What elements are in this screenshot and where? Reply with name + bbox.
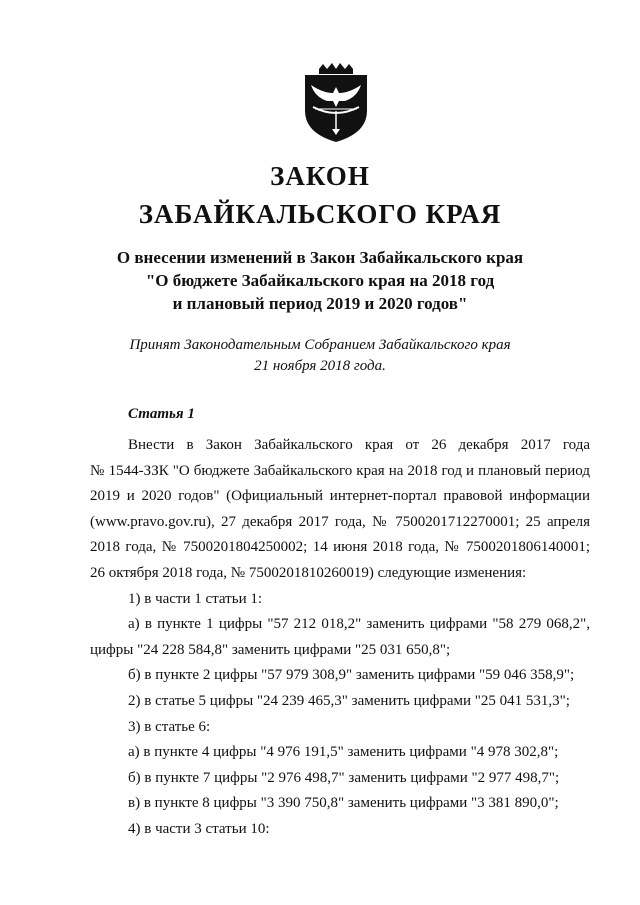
list-item: 3) в статье 6: [128, 718, 211, 735]
list-item: 4) в части 3 статьи 10: [128, 820, 270, 837]
text-line: Внести в Закон Забайкальского края от 26 декабря 2017 года [128, 437, 590, 453]
adoption-note-line: Принят Законодательным Собранием Забайкальского края [129, 337, 511, 353]
list-item: б) в пункте 7 цифры "2 976 498,7" заменить цифрами "2 977 498,7"; [128, 769, 560, 786]
list-item: 1) в части 1 статьи 1: [128, 590, 263, 607]
law-subject-line: "О бюджете Забайкальского края на 2018 год [145, 271, 495, 290]
document-title: ЗАКОН [270, 161, 370, 191]
text-line: 26 октября 2018 года, № 7500201810260019) следующие изменения: [90, 564, 527, 581]
text-line: (www.pravo.gov.ru), 27 декабря 2017 года, № 7500201712270001; 25 апреля [90, 513, 590, 530]
text-line: цифры "24 228 584,8" заменить цифрами "25 031 650,8"; [90, 641, 451, 658]
adoption-date-line: 21 ноября 2018 года. [254, 358, 386, 374]
text-line: 2019 и 2020 годов" (Официальный интернет-портал правовой информации [90, 488, 590, 505]
coat-of-arms-emblem-icon [299, 63, 373, 143]
document-title-region: ЗАБАЙКАЛЬСКОГО КРАЯ [138, 199, 502, 229]
list-item: 2) в статье 5 цифры "24 239 465,3" заменить цифрами "25 041 531,3"; [128, 692, 570, 709]
article-body [90, 433, 590, 843]
law-subject-line: О внесении изменений в Закон Забайкальского края [116, 248, 524, 267]
adoption-note [0, 335, 640, 377]
article-heading: Статья 1 [128, 406, 195, 422]
text-line: № 1544-ЗЗК "О бюджете Забайкальского края на 2018 год и плановый период [90, 462, 590, 479]
list-item: в) в пункте 8 цифры "3 390 750,8" заменить цифрами "3 381 890,0"; [128, 795, 559, 812]
law-subject-line: и плановый период 2019 и 2020 годов" [172, 294, 468, 313]
list-item: б) в пункте 2 цифры "57 979 308,9" заменить цифрами "59 046 358,9"; [128, 667, 575, 684]
law-subject [0, 246, 640, 315]
list-item: а) в пункте 1 цифры "57 212 018,2" заменить цифрами "58 279 068,2", [128, 616, 590, 633]
text-line: 2018 года, № 7500201804250002; 14 июня 2018 года, № 7500201806140001; [90, 539, 590, 556]
list-item: а) в пункте 4 цифры "4 976 191,5" заменить цифрами "4 978 302,8"; [128, 744, 559, 761]
